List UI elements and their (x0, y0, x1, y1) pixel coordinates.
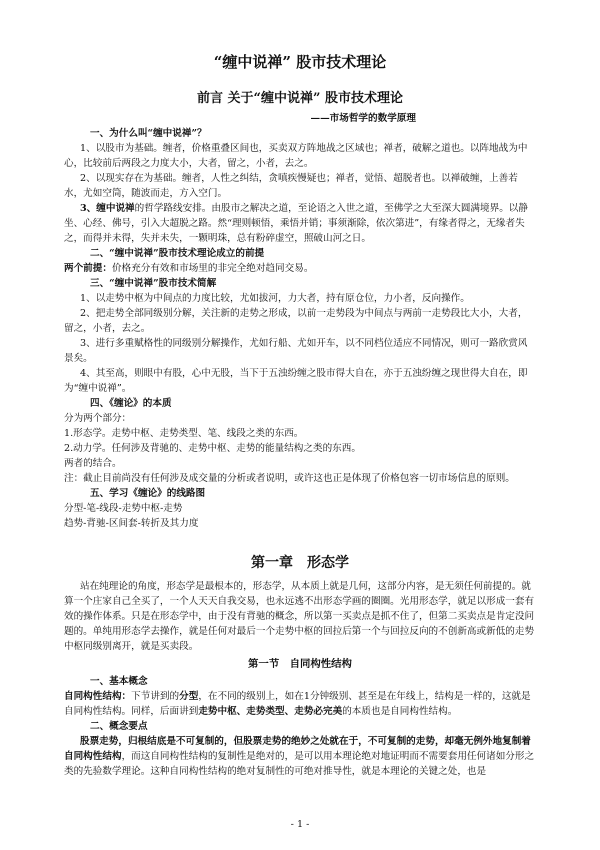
preface-title: 前言 关于“缠中说禅” 股市技术理论 (196, 91, 403, 106)
section-heading: 四、《缠论》的本质 (90, 398, 172, 409)
section-heading: 三、“缠中说禅”股市技术简解 (90, 278, 217, 289)
document-title: “缠中说禅” 股市技术理论 (213, 53, 387, 71)
note: 注：截止目前尚没有任何涉及成交量的分析或者说明，或许这也正是体现了价格包容一切市场信息的原则。 (64, 473, 515, 484)
bold-term: 股票走势，归根结底是不可复制的，但股票走势的绝妙之处就在于，不可复制的走势，却毫无例外地复制着自同构性结构 (64, 736, 531, 762)
paragraph: 1、以股市为基础。缠者，价格重叠区间也，买卖双方阵地战之区域也；禅者，破解之道也。以阵地战为中心，比较前后两段之力度大小，大者，留之，小者，去之。 (64, 143, 528, 169)
paragraph-text: 的本质也是自同构性结构。 (342, 706, 458, 717)
subsection-heading: 一、基本概念 (90, 676, 148, 687)
paragraph: 4、其至高，则眼中有股，心中无股，当下于五浊纷缠之股市得大自在，亦于五浊纷缠之现世得大自在，即为“缠中说禅”。 (64, 368, 528, 394)
paragraph (64, 734, 536, 779)
preface-tagline: ——市场哲学的数学原理 (310, 113, 416, 124)
bold-term: 3、缠中说禅 (80, 203, 135, 214)
paragraph (64, 261, 536, 276)
section-heading: 二、“缠中说禅”股市技术理论成立的前提 (90, 248, 265, 259)
bold-term: 分型 (179, 691, 199, 702)
section-heading: 五、学习《缠论》的线路图 (90, 488, 206, 499)
paragraph-text: 价格充分有效和市场里的非完全绝对趋同交易。 (111, 263, 314, 274)
paragraph: 站在纯理论的角度，形态学是最根本的，形态学，从本质上就是几何，这部分内容，是无须任何前提的。就算一个庄家自己全买了，一个人天天自我交易，也永远逃不出形态学画的圈圈。光用形态学，就足以形成一套有效的操作体系。只是在形态学中，由于没有背驰的概念，所以第一买卖点是抓不住了，但第二买卖点是肯定没问题的。单纯用形态学去操作，就是任何对最后一个走势中枢的回拉后第一个与回拉反向的不创新高或新低的走势中枢同级别离开，就是买卖段。 (64, 581, 535, 652)
paragraph: 2、把走势全部同级别分解，关注新的走势之形成，以前一走势段为中间点与两前一走势段比大小，大者，留之，小者，去之。 (64, 308, 528, 334)
roadmap-line: 趋势-背驰-区间套-转折及其力度 (64, 518, 199, 529)
paragraph: 2.动力学。任何涉及背驰的、走势中枢、走势的能量结构之类的东西。 (64, 443, 361, 454)
subsection-heading: 二、概念要点 (90, 721, 148, 732)
paragraph-text: 下节讲到的 (131, 691, 180, 702)
paragraph: 3、进行多重赋格性的同级别分解操作，尤如行船、尤如开车，以不同档位适应不同情况，则可一路欣赏风景矣。 (64, 338, 528, 364)
paragraph-text: ，而这自同构性结构的复制性是绝对的，是可以用本理论绝对地证明而不需要套用任何诸如分形之类的先验数学理论。这种自同构性结构的绝对复制性的可绝对推导性，就是本理论的关键之处，也是 (64, 751, 535, 777)
page-number: - 1 - (290, 819, 310, 830)
paragraph-text: ，在不同的级别上，如在1分钟级别、甚至是在年线上，结构是一样的，这就是自同构性结构。同样，后面讲到 (64, 691, 531, 717)
section-title: 第一节 自同构性结构 (248, 658, 352, 670)
bold-term: 两个前提： (64, 263, 112, 274)
bold-term: 自同构性结构： (64, 691, 132, 702)
paragraph: 1.形态学。走势中枢、走势类型、笔、线段之类的东西。 (64, 428, 304, 439)
paragraph: 1、以走势中枢为中间点的力度比较，尤如拔河，力大者，持有原仓位，力小者，反向操作。 (80, 293, 470, 304)
paragraph (64, 201, 536, 246)
bold-term: 走势中枢、走势类型、走势必完美 (198, 706, 343, 717)
section-heading: 一、为什么叫“缠中说禅”？ (90, 128, 207, 139)
paragraph-text: 的哲学路线安排。由股市之解决之道，至论语之入世之道，至佛学之大至深大圆满境界。以静坐、心经、佛号，引入大超脱之路。然“理则顿悟，乘悟并销；事须渐除，依次第进”，有缘者得之，无缘者失之，而得并未得，失并未失，一颗明珠，总有粉碎虚空，照破山河之日。 (64, 203, 528, 244)
chapter-title: 第一章 形态学 (251, 555, 349, 571)
paragraph: 分为两个部分： (64, 413, 132, 424)
paragraph (64, 689, 536, 719)
paragraph: 2、以现实存在为基础。缠者，人性之纠结，贪嗔疾慢疑也；禅者，觉悟、超脱者也。以禅破缠，上善若水，尤如空筒，随波而走，方入空门。 (64, 173, 518, 199)
roadmap-line: 分型-笔-线段-走势中枢-走势 (64, 503, 183, 514)
paragraph: 两者的结合。 (64, 458, 122, 469)
